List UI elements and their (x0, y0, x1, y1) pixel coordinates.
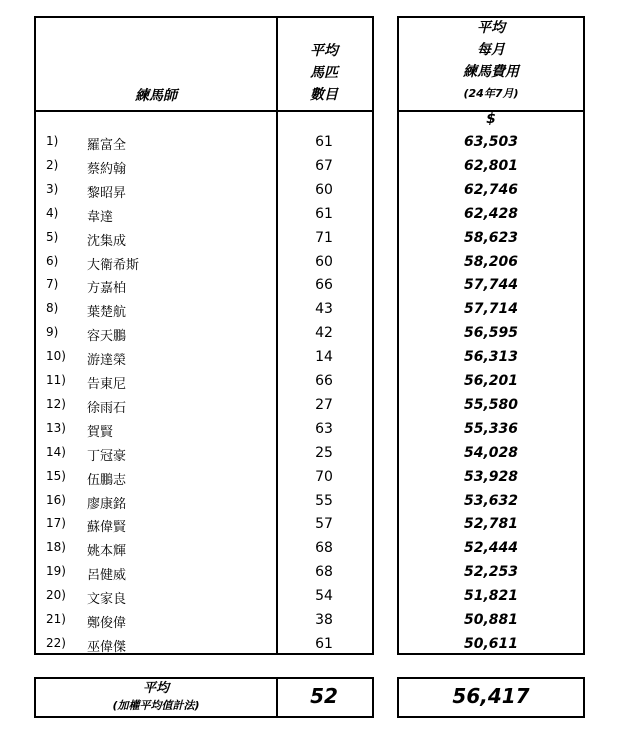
trainer-name: 呂健威 (87, 568, 127, 584)
trainer-name: 伍鵬志 (87, 472, 127, 488)
horse-count: 66 (315, 277, 333, 294)
horse-count: 14 (315, 349, 333, 366)
row-number: 11) (46, 373, 66, 387)
horse-count: 27 (315, 396, 333, 413)
trainer-name: 姚本輝 (87, 544, 127, 560)
row-number: 6) (46, 253, 59, 268)
monthly-fee: 57,714 (463, 301, 519, 318)
trainer-name: 韋達 (87, 209, 114, 225)
average-fee-value: 56,417 (452, 684, 530, 708)
table-row (0, 178, 637, 202)
average-label (36, 680, 276, 714)
horse-count: 55 (315, 492, 333, 509)
monthly-fee: 50,881 (463, 612, 519, 628)
table-row (0, 512, 637, 536)
monthly-fee: 52,781 (463, 516, 519, 533)
table-row (0, 369, 637, 393)
horse-count: 42 (315, 325, 333, 342)
trainer-name: 方嘉柏 (87, 281, 127, 297)
table-row (0, 250, 637, 274)
monthly-fee: 51,821 (463, 588, 519, 605)
row-number: 15) (46, 468, 66, 483)
trainer-name: 羅富全 (87, 138, 127, 153)
row-number: 4) (46, 205, 59, 220)
trainer-name: 文家良 (87, 592, 127, 608)
monthly-fee: 55,580 (463, 396, 519, 413)
average-label-line1: 平均 (142, 681, 169, 696)
trainer-name: 賀賢 (87, 424, 114, 440)
trainer-name: 容天鵬 (87, 329, 127, 345)
trainer-name: 蔡約翰 (87, 161, 127, 177)
horse-count: 25 (315, 444, 333, 461)
horse-count: 54 (315, 588, 333, 605)
horse-count: 60 (315, 253, 333, 270)
trainer-name: 廖康銘 (87, 496, 127, 512)
fee-header-line3: 練馬費用 (463, 64, 519, 80)
monthly-fee: 50,611 (463, 635, 519, 652)
table-row (0, 393, 637, 417)
trainer-name: 巫偉傑 (87, 639, 127, 655)
horses-header-line1: 平均 (310, 43, 338, 59)
monthly-fee: 56,201 (463, 373, 519, 389)
row-number: 19) (46, 564, 66, 579)
monthly-fee: 62,428 (463, 205, 519, 222)
monthly-fee: 62,801 (463, 157, 519, 174)
trainer-name: 告東尼 (87, 377, 127, 392)
average-label-line2: (加權平均值計法) (112, 699, 200, 712)
horses-column-header (276, 40, 372, 106)
table-row (0, 321, 637, 345)
currency-label: $ (486, 111, 496, 127)
horse-count: 67 (315, 157, 333, 174)
table-row (0, 441, 637, 465)
row-number: 17) (46, 516, 66, 531)
row-number: 13) (46, 420, 66, 435)
table-row (0, 465, 637, 489)
table-row (0, 584, 637, 608)
trainer-name: 沈集成 (87, 233, 127, 249)
horses-header-line3: 數目 (310, 87, 338, 103)
horse-count: 63 (315, 420, 333, 437)
trainer-name: 游達榮 (87, 353, 127, 369)
row-number: 10) (46, 349, 66, 364)
horse-count: 71 (315, 229, 333, 246)
monthly-fee: 58,623 (463, 229, 519, 246)
monthly-fee: 57,744 (463, 277, 519, 294)
table-row (0, 297, 637, 321)
table-row (0, 273, 637, 297)
table-row (0, 345, 637, 369)
monthly-fee: 63,503 (463, 134, 519, 150)
monthly-fee: 53,928 (463, 468, 519, 485)
row-number: 5) (46, 229, 59, 244)
table-row (0, 489, 637, 513)
row-number: 3) (46, 181, 59, 196)
table-row (0, 417, 637, 441)
monthly-fee: 62,746 (463, 181, 519, 198)
fee-column-header (399, 17, 583, 105)
horse-count: 68 (315, 564, 333, 581)
trainer-name: 蘇偉賢 (87, 520, 127, 536)
trainer-name: 葉楚航 (87, 305, 127, 321)
horse-count: 60 (315, 181, 333, 198)
horse-count: 61 (315, 134, 333, 150)
monthly-fee: 56,595 (463, 325, 519, 342)
horse-count: 68 (315, 540, 333, 557)
row-number: 9) (46, 325, 59, 340)
fee-header-line2: 每月 (477, 42, 505, 58)
horse-count: 70 (315, 468, 333, 485)
monthly-fee: 58,206 (463, 253, 519, 270)
table-row (0, 226, 637, 250)
table-row (0, 608, 637, 632)
trainer-name: 大衛希斯 (87, 257, 140, 273)
horse-count: 57 (315, 516, 333, 533)
horse-count: 38 (315, 612, 333, 628)
horses-header-line2: 馬匹 (310, 65, 338, 81)
average-horses-value: 52 (310, 684, 338, 708)
table-row (0, 560, 637, 584)
trainer-column-header: 練馬師 (135, 88, 177, 104)
row-number: 2) (46, 157, 59, 172)
table-row (0, 130, 637, 154)
table-row (0, 154, 637, 178)
monthly-fee: 53,632 (463, 492, 519, 509)
trainer-name: 徐雨石 (87, 400, 127, 416)
table-row (0, 202, 637, 226)
monthly-fee: 54,028 (463, 444, 519, 461)
trainer-name: 丁冠豪 (87, 448, 127, 464)
row-number: 16) (46, 492, 66, 507)
horse-count: 43 (315, 301, 333, 318)
row-number: 22) (46, 635, 66, 650)
row-number: 14) (46, 444, 66, 459)
horse-count: 61 (315, 635, 333, 652)
fee-header-line4: (24年7月) (463, 87, 519, 100)
row-number: 8) (46, 301, 59, 316)
horse-count: 61 (315, 205, 333, 222)
header-divider (34, 110, 374, 112)
horse-count: 66 (315, 373, 333, 389)
row-number: 1) (46, 134, 59, 148)
row-number: 21) (46, 612, 66, 626)
row-number: 18) (46, 540, 66, 555)
trainer-name: 黎昭昇 (87, 185, 127, 201)
row-number: 20) (46, 588, 66, 603)
fee-header-line1: 平均 (477, 20, 505, 36)
row-number: 7) (46, 277, 59, 292)
trainer-name: 鄭俊偉 (87, 616, 127, 631)
table-row (0, 536, 637, 560)
monthly-fee: 52,253 (463, 564, 519, 581)
table-row (0, 632, 637, 656)
row-number: 12) (46, 396, 66, 411)
monthly-fee: 52,444 (463, 540, 519, 557)
monthly-fee: 56,313 (463, 349, 519, 366)
monthly-fee: 55,336 (463, 420, 519, 437)
